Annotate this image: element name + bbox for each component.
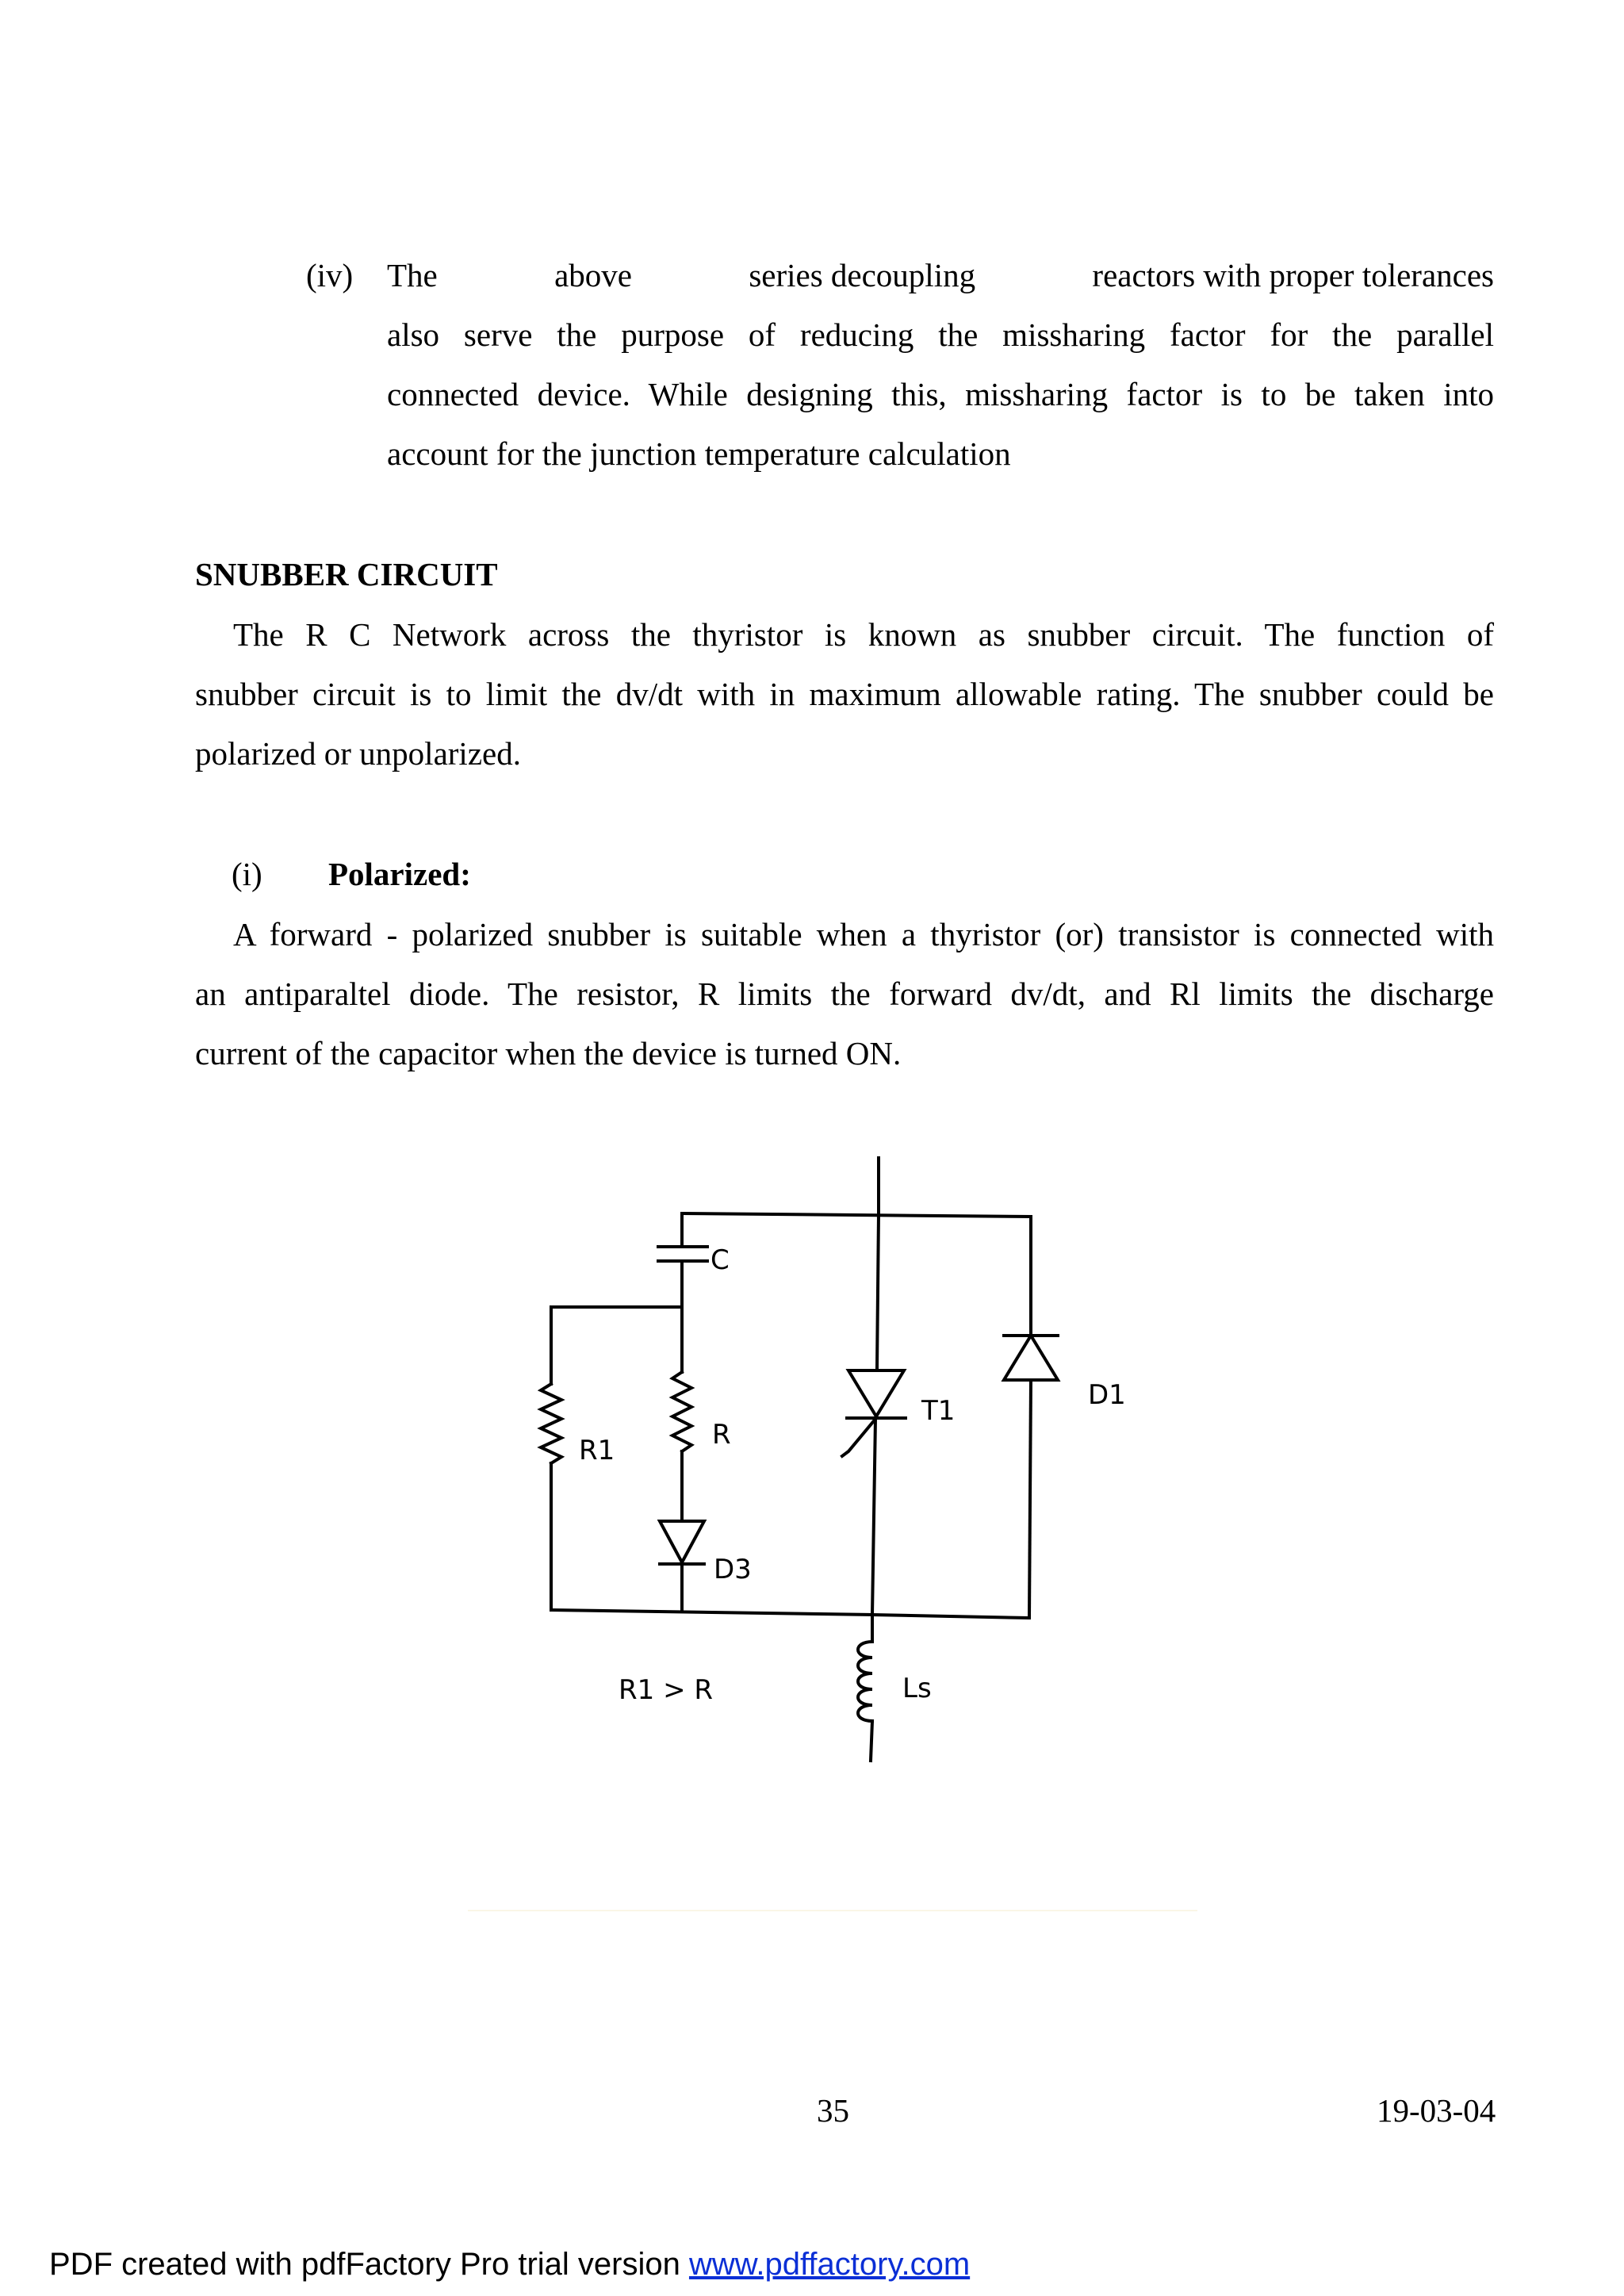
label-capacitor: C [710,1244,730,1276]
t1-upper-lead [877,1213,879,1368]
snubber-paragraph [195,605,1494,784]
t1-lower-lead [872,1418,875,1615]
diode-d3-triangle [660,1521,704,1562]
diode-d1-triangle [1004,1336,1058,1380]
label-diode-3: D3 [714,1554,752,1585]
label-condition: R1 > R [619,1674,713,1706]
label-resistor: R [712,1419,731,1451]
d1-lower-lead [1029,1380,1031,1618]
word-series-decoupling: series decoupling [749,257,976,293]
thyristor-t1-gate [842,1418,876,1456]
label-resistor-1: R1 [579,1435,615,1466]
item-iv-line-4: account for the junction temperature calculation [387,435,1011,472]
word-the: The [387,257,438,293]
item-iv-text [387,246,1494,484]
pdffactory-link[interactable]: www.pdffactory.com [688,2247,971,2282]
polarized-line-1: A forward - polarized snubber is suitable when a thyristor (or) transistor is connected with [233,916,1494,953]
label-thyristor: T1 [921,1395,956,1427]
ls-lower-lead [871,1721,872,1761]
resistor-r-zigzag [672,1372,691,1451]
subsection-number: (i) [232,856,262,892]
top-rail-wire [682,1213,1031,1217]
pdf-notice-text: PDF created with pdfFactory Pro trial version [49,2247,689,2282]
section-heading: SNUBBER CIRCUIT [195,556,498,592]
label-inductor: Ls [902,1673,932,1704]
snubber-circuit-diagram [523,1142,1126,1777]
polarized-line-2: an antiparaltel diode. The resistor, R limits the forward dv/dt, and Rl limits the discharge [195,976,1494,1012]
inductor-ls-coil [858,1642,872,1721]
snubber-line-2: snubber circuit is to limit the dv/dt with in maximum allowable rating. The snubber could be [195,676,1494,712]
item-iv-line-2: also serve the purpose of reducing the missharing factor for the parallel [387,316,1494,353]
resistor-r1-zigzag [541,1384,561,1463]
bottom-left-rail [551,1610,872,1615]
snubber-line-3: polarized or unpolarized. [195,735,521,772]
polarized-paragraph [195,905,1494,1083]
word-reactors: reactors with proper tolerances [1092,257,1494,293]
subsection-title: Polarized: [328,856,471,892]
faint-rule [468,1910,1197,1911]
bottom-right-rail [872,1615,1028,1618]
word-above: above [554,257,632,293]
pdf-notice [49,2244,970,2284]
snubber-line-1: The R C Network across the thyristor is known as snubber circuit. The function of [233,616,1494,653]
item-iv-line-1 [387,246,1494,305]
item-iv-line-3: connected device. While designing this, missharing factor is to be taken into [387,376,1494,412]
thyristor-t1-triangle [848,1370,904,1416]
footer-date: 19-03-04 [1377,2092,1496,2129]
page-number: 35 [817,2092,849,2129]
item-number-iv: (iv) [306,257,354,293]
polarized-line-3: current of the capacitor when the device is turned ON. [195,1035,902,1071]
label-diode-1: D1 [1088,1379,1126,1411]
